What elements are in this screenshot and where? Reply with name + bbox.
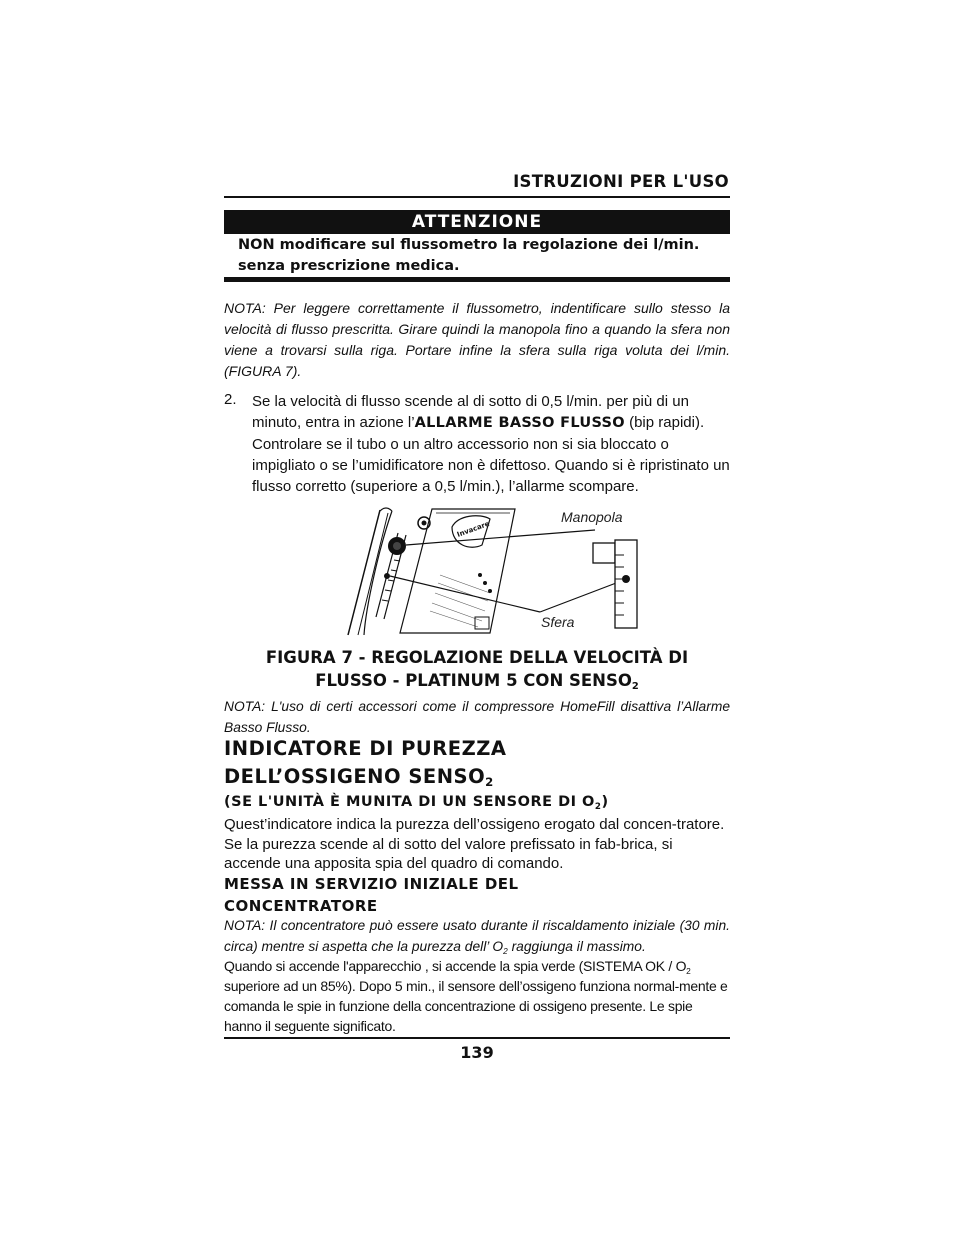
section-body: Quest’indicatore indica la purezza dell’ossigeno erogato dal concen-tratore. Se la purezza scende al di sotto del valore prefissato in fab-brica, si accende una apposita spia del quadro di comando. [224, 816, 725, 872]
section-subtitle [224, 794, 609, 810]
label-manopola: Manopola [561, 509, 623, 525]
figure-caption-line-2: FLUSSO - PLATINUM 5 CON SENSO [315, 671, 632, 690]
warning-text [238, 235, 718, 277]
item-text-before: Se la velocità di flusso scende al di sotto di 0,5 l/min. per più di un minuto, entra in azione l’ [252, 393, 689, 431]
section-title-subscript: 2 [485, 775, 494, 789]
footer-rule [224, 1037, 730, 1039]
device-brand-text: Invacare [455, 519, 491, 539]
section-title-line-2-text: DELL’OSSIGENO SENSO [224, 765, 486, 788]
item-text-after: (bip rapidi). Controlare se il tubo o un altro accessorio non si sia bloccato o impigliato o se l’umidificatore non è difettoso. Quando si è ripristinato un flusso corretto (superiore a 0,5 l/min.), l’allarme scompare. [252, 414, 730, 495]
header-rule [224, 196, 730, 198]
warning-line-2: senza prescrizione medica. [238, 258, 460, 274]
startup-body-text-b: superiore ad un 85%). Dopo 5 min., il sensore dell’ossigeno funziona normal-mente e comanda le spie in funzione della concentrazione di ossigeno presente. Le spie hanno il seguente significato. [224, 978, 728, 1034]
item-text-bold: ALLARME BASSO FLUSSO [414, 415, 625, 431]
nota-flowmeter: NOTA: Per leggere correttamente il flussometro, indentificare sullo stesso la velocità di flusso prescritta. Girare quindi la manopola fino a quando la sfera non viene a trovarsi sulla riga. Portare infine la sfera sulla riga voluta dei l/min. (FIGURA 7). [224, 300, 730, 379]
nota-warmup-text-a: NOTA: Il concentratore può essere usato durante il riscaldamento iniziale (30 min. circa) mentre si aspetta che la purezza dell’ O [224, 918, 730, 954]
figure-7-illustration [340, 505, 660, 640]
section-subtitle-text: (SE L'UNITÀ È MUNITA DI UN SENSORE DI O [224, 794, 595, 810]
section2-title-line-2: CONCENTRATORE [224, 897, 378, 915]
nota-accessories: NOTA: L'uso di certi accessori come il compressore HomeFill disattiva l’Allarme Basso Flusso. [224, 699, 730, 735]
startup-body-text-a: Quando si accende l'apparecchio , si accende la spia verde (SISTEMA OK / O [224, 958, 687, 974]
warning-title: ATTENZIONE [224, 210, 730, 234]
section2-title [224, 873, 519, 917]
startup-body-subscript: 2 [686, 966, 691, 976]
nota-warmup-subscript: 2 [503, 947, 508, 956]
figure-caption-subscript: 2 [631, 681, 639, 692]
section-subtitle-subscript: 2 [594, 802, 602, 812]
figure-caption-line-1: FIGURA 7 - REGOLAZIONE DELLA VELOCITÀ DI [265, 648, 689, 667]
list-item-number: 2. [224, 391, 237, 408]
page-number: 139 [460, 1043, 494, 1062]
nota-warmup-text-b: raggiunga il massimo. [507, 939, 646, 954]
label-sfera: Sfera [541, 614, 575, 630]
section-title-line-1: INDICATORE DI PUREZZA [224, 737, 507, 760]
section2-title-line-1: MESSA IN SERVIZIO INIZIALE DEL [224, 875, 519, 893]
startup-body [224, 956, 730, 1036]
nota-warmup [224, 915, 730, 957]
warning-line-1: NON modificare sul flussometro la regolazione dei l/min. [238, 237, 700, 253]
section-subtitle-end: ) [601, 794, 609, 810]
list-item-text [252, 391, 732, 497]
header-title: ISTRUZIONI PER L'USO [513, 172, 729, 191]
figure-caption [224, 646, 730, 692]
section-title-line-2 [224, 765, 494, 788]
warning-bottom-rule [224, 277, 730, 282]
